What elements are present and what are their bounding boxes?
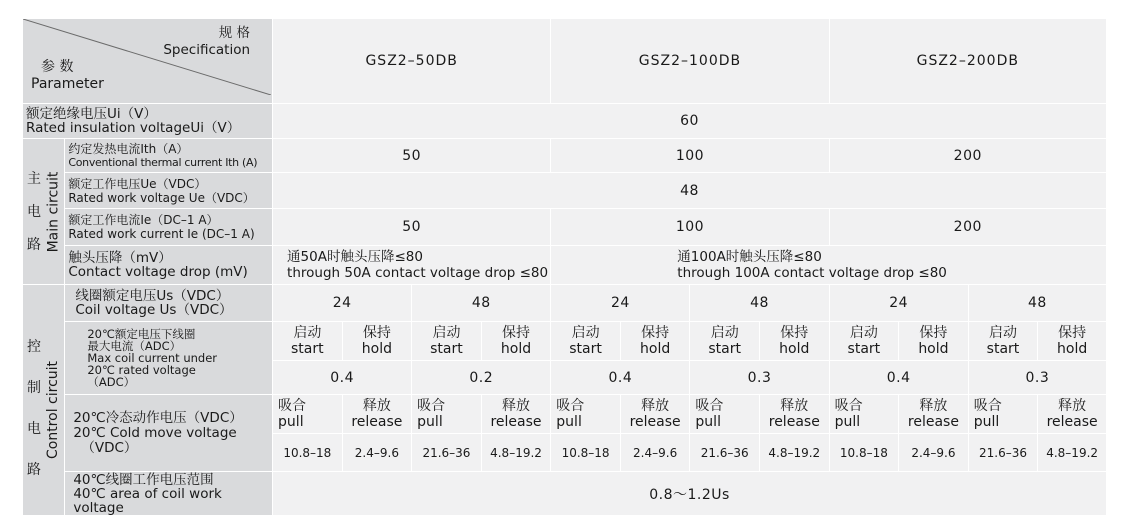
pull-cn: 吸合: [556, 398, 585, 414]
pull-header: [968, 395, 1038, 434]
release-cn: 释放: [641, 398, 670, 414]
start-header: [412, 322, 482, 361]
hold-header: [620, 322, 690, 361]
thermal-value: 200: [829, 139, 1106, 173]
main-cn-char: 电: [27, 203, 41, 220]
label-cn: 40℃线圈工作电压范围: [73, 471, 214, 488]
rated-work-voltage-label: [65, 173, 273, 209]
label-en: Conventional thermal current Ith (A): [68, 155, 258, 169]
start-cn: 启动: [571, 325, 600, 341]
coil-work-range-value: 0.8～1.2Us: [273, 472, 1107, 516]
cold-move-label: [65, 395, 273, 472]
main-cn-char: 主: [27, 170, 41, 187]
contact-drop-value-2: [551, 245, 1107, 284]
pull-header: [551, 395, 621, 434]
main-cn-char: 路: [27, 236, 41, 253]
cold-move-value: 10.8–18: [829, 434, 899, 472]
cold-move-value: 4.8–19.2: [759, 434, 829, 472]
rated-insulation-label: [23, 104, 273, 139]
header-row: [23, 19, 1107, 104]
pull-en: pull: [278, 414, 304, 430]
coil-us-value: 24: [551, 285, 690, 322]
spec-en: Specification: [163, 42, 251, 58]
hold-header: [342, 322, 412, 361]
release-header: [620, 395, 690, 434]
hold-header: [759, 322, 829, 361]
label-cn: 额定工作电流Ie（DC–1 A）: [68, 213, 219, 227]
start-cn: 启动: [988, 325, 1017, 341]
rated-work-voltage-value: 48: [273, 173, 1107, 209]
release-en: release: [1046, 414, 1098, 430]
start-cn: 启动: [710, 325, 739, 341]
label-en: Coil voltage Us（VDC）: [75, 302, 233, 318]
max-current-value: 0.2: [412, 361, 551, 395]
start-header: [829, 322, 899, 361]
release-en: release: [490, 414, 542, 430]
cold-move-value: 2.4–9.6: [342, 434, 412, 472]
coil-voltage-label: [65, 285, 273, 322]
label-en: （ADC）: [87, 375, 136, 389]
rated-insulation-value: 60: [273, 104, 1107, 139]
max-current-value: 0.4: [829, 361, 968, 395]
header-diagonal-cell: [23, 19, 273, 104]
spec-table: [22, 18, 1107, 516]
pull-cn: 吸合: [278, 398, 307, 414]
release-en: release: [768, 414, 820, 430]
hold-en: hold: [1057, 341, 1088, 357]
pull-cn: 吸合: [834, 398, 863, 414]
pull-cn: 吸合: [417, 398, 446, 414]
model-header: GSZ2–200DB: [829, 19, 1106, 104]
label-cn: 线圈额定电压Us（VDC）: [75, 288, 230, 304]
release-en: release: [907, 414, 959, 430]
label-en: Max coil current under: [87, 351, 217, 365]
row-rated-work-current: [23, 209, 1107, 245]
hold-cn: 保持: [641, 325, 670, 341]
control-cn-char: 控: [27, 338, 41, 355]
pull-en: pull: [695, 414, 721, 430]
hold-cn: 保持: [362, 325, 391, 341]
release-header: [899, 395, 969, 434]
control-cn-char: 电: [27, 420, 41, 437]
pull-header: [412, 395, 482, 434]
start-en: start: [291, 341, 324, 357]
pull-header: [829, 395, 899, 434]
hold-en: hold: [500, 341, 532, 357]
hold-cn: 保持: [502, 325, 531, 341]
pull-cn: 吸合: [973, 398, 1002, 414]
release-header: [759, 395, 829, 434]
label-cn: 20℃额定电压下线圈: [87, 327, 196, 341]
start-cn: 启动: [849, 325, 878, 341]
contact-drop-value-1: [273, 245, 551, 284]
release-cn: 释放: [919, 398, 948, 414]
control-circuit-group-label: [23, 285, 65, 516]
row-rated-work-voltage: [23, 173, 1107, 209]
row-contact-drop: [23, 245, 1107, 284]
release-header: [1038, 395, 1107, 434]
row-cold-move-headers: [23, 395, 1107, 434]
start-header: [690, 322, 760, 361]
start-header: [551, 322, 621, 361]
max-current-label: [65, 322, 273, 395]
param-cn: 参 数: [41, 59, 74, 75]
rated-work-current-label: [65, 209, 273, 245]
coil-us-value: 48: [412, 285, 551, 322]
hold-cn: 保持: [780, 325, 809, 341]
cold-move-value: 21.6–36: [690, 434, 760, 472]
label-cn: 额定绝缘电压Ui（V）: [26, 106, 157, 122]
spec-cn: 规 格: [218, 25, 251, 41]
release-cn: 释放: [1058, 398, 1087, 414]
hold-cn: 保持: [919, 325, 948, 341]
label-en: Contact voltage drop (mV): [68, 263, 248, 280]
thermal-value: 50: [273, 139, 551, 173]
release-en: release: [351, 414, 403, 430]
drop-cn: 通100A时触头压降≤80: [677, 248, 822, 265]
label-en: 40℃ area of coil work voltage: [73, 485, 222, 516]
model-header: GSZ2–50DB: [273, 19, 551, 104]
max-current-value: 0.3: [690, 361, 829, 395]
label-en: Rated work current Ie (DC–1 A): [68, 227, 255, 241]
row-thermal-current: [23, 139, 1107, 173]
cold-move-value: 21.6–36: [968, 434, 1038, 472]
start-cn: 启动: [432, 325, 461, 341]
cold-move-value: 4.8–19.2: [1038, 434, 1107, 472]
cold-move-value: 2.4–9.6: [899, 434, 969, 472]
hold-en: hold: [361, 341, 392, 357]
label-cn: 额定工作电压Ue（VDC）: [68, 176, 207, 191]
contact-drop-label: [65, 245, 273, 284]
release-cn: 释放: [780, 398, 809, 414]
main-circuit-en: Main circuit: [45, 171, 62, 252]
pull-en: pull: [417, 414, 443, 430]
release-header: [481, 395, 551, 434]
drop-en: through 100A contact voltage drop ≤80: [677, 264, 947, 281]
row-max-current-headers: [23, 322, 1107, 361]
cold-move-value: 10.8–18: [551, 434, 621, 472]
max-current-value: 0.3: [968, 361, 1106, 395]
control-cn-char: 制: [27, 379, 41, 396]
cold-move-value: 21.6–36: [412, 434, 482, 472]
model-header: GSZ2–100DB: [551, 19, 829, 104]
start-en: start: [430, 341, 463, 357]
label-en: （VDC）: [81, 439, 138, 456]
pull-header: [690, 395, 760, 434]
pull-header: [273, 395, 343, 434]
label-cn: 20℃冷态动作电压（VDC）: [73, 409, 243, 426]
hold-en: hold: [918, 341, 949, 357]
thermal-value: 100: [551, 139, 829, 173]
hold-en: hold: [640, 341, 671, 357]
header-spec-label: [163, 25, 250, 59]
row-coil-voltage: [23, 285, 1107, 322]
pull-en: pull: [556, 414, 582, 430]
max-current-value: 0.4: [273, 361, 412, 395]
release-cn: 释放: [362, 398, 391, 414]
pull-en: pull: [973, 414, 1000, 430]
main-circuit-group-label: [23, 139, 65, 285]
cold-move-value: 4.8–19.2: [481, 434, 551, 472]
label-en: 20℃ Cold move voltage: [73, 424, 237, 441]
ie-value: 100: [551, 209, 829, 245]
thermal-current-label: [65, 139, 273, 173]
label-en: 20℃ rated voltage: [87, 363, 196, 377]
coil-us-value: 48: [968, 285, 1106, 322]
row-coil-work-range: [23, 472, 1107, 516]
release-en: release: [629, 414, 681, 430]
label-cn: 约定发热电流Ith（A）: [68, 141, 189, 156]
label-cn: 触头压降（mV）: [68, 249, 172, 266]
start-en: start: [986, 341, 1020, 357]
start-en: start: [708, 341, 741, 357]
coil-us-value: 24: [273, 285, 412, 322]
cold-move-value: 10.8–18: [273, 434, 343, 472]
release-header: [342, 395, 412, 434]
spec-table-wrapper: [22, 18, 1107, 516]
label-cn: 最大电流（ADC）: [87, 339, 182, 353]
pull-en: pull: [834, 414, 861, 430]
label-en: Rated work voltage Ue（VDC）: [68, 190, 255, 205]
release-cn: 释放: [502, 398, 531, 414]
hold-header: [481, 322, 551, 361]
cold-move-value: 2.4–9.6: [620, 434, 690, 472]
pull-cn: 吸合: [695, 398, 724, 414]
header-param-label: [31, 59, 104, 93]
label-en: Rated insulation voltageUi（V）: [26, 120, 241, 136]
drop-en: through 50A contact voltage drop ≤80: [287, 264, 549, 281]
coil-work-range-label: [65, 472, 273, 516]
coil-us-value: 48: [690, 285, 829, 322]
max-current-value: 0.4: [551, 361, 690, 395]
param-en: Parameter: [31, 76, 104, 92]
start-en: start: [847, 341, 881, 357]
start-en: start: [569, 341, 602, 357]
control-circuit-en: Control circuit: [45, 360, 62, 460]
coil-us-value: 24: [829, 285, 968, 322]
hold-header: [1038, 322, 1107, 361]
hold-en: hold: [779, 341, 810, 357]
row-rated-insulation: [23, 104, 1107, 139]
start-header: [273, 322, 343, 361]
start-cn: 启动: [293, 325, 322, 341]
hold-cn: 保持: [1058, 325, 1087, 341]
hold-header: [899, 322, 969, 361]
start-header: [968, 322, 1038, 361]
control-cn-char: 路: [27, 461, 41, 478]
ie-value: 50: [273, 209, 551, 245]
drop-cn: 通50A时触头压降≤80: [287, 248, 423, 265]
ie-value: 200: [829, 209, 1106, 245]
